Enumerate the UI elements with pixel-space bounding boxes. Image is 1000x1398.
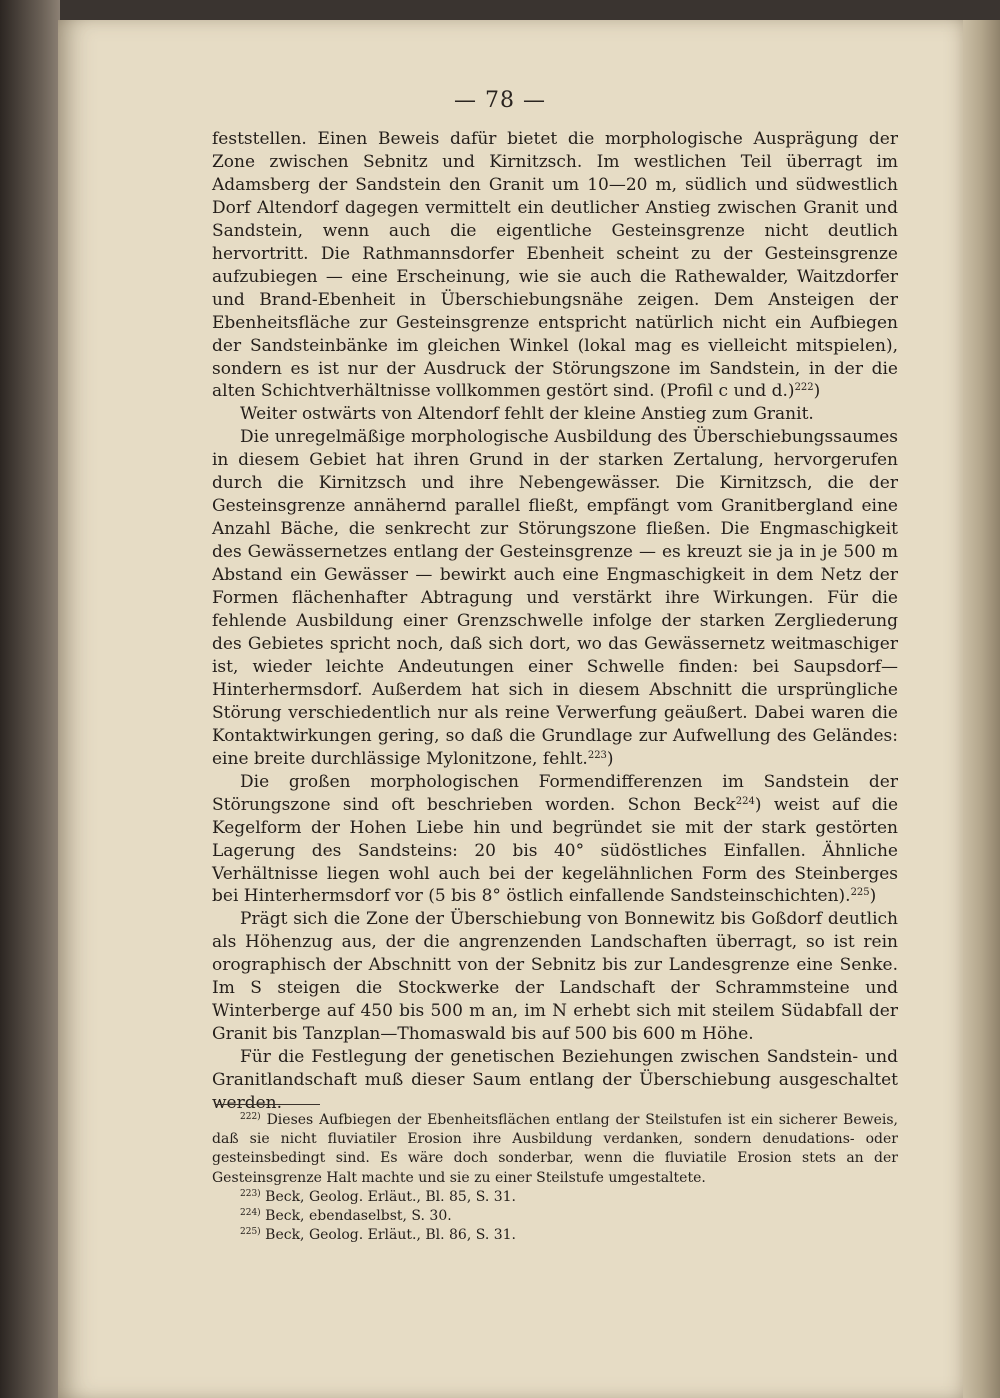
footnote: $^{224)}$ Beck, ebendaselbst, S. 30. xyxy=(240,1208,452,1225)
footnote-mark: 222) xyxy=(240,1112,261,1122)
footnotes xyxy=(212,1111,898,1245)
paragraph: Prägt sich die Zone der Überschiebung von Bonnewitz bis Goßdorf deutlich als Höhenzug aus, der die angrenzenden Landschaften überragt, so ist rein orographisch der Abschnitt von der Sebnitz bis zur Landesgrenze eine Senke. Im S steigen die Stockwerke der Landschaft der Schrammsteine und Winterberge auf 450 bis 500 m an, im N erhebt sich mit steilem Südabfall der Granit bis Tanzplan—Thomaswald bis auf 500 bis 600 m Höhe. xyxy=(212,909,898,1045)
book-spine-shadow xyxy=(0,0,60,1398)
footnote-ref: 224 xyxy=(735,795,755,807)
page-number: — 78 — xyxy=(454,88,546,113)
footnote: $^{222)}$ Dieses Aufbiegen der Ebenheitsflächen entlang der Steilstufen ist ein sicherer Beweis, daß sie nicht fluviatiler Erosion ihre Ausbildung verdanken, sondern denudations- oder gesteinsbedingt sind. Es wäre doch sonderbar, wenn die fluviatile Erosion stets an der Gesteinsgrenze Halt machte und sie zu einer Steilstufe umgestaltete. xyxy=(212,1112,898,1186)
footnote-ref: 222 xyxy=(794,382,814,394)
footnote: $^{223)}$ Beck, Geolog. Erläut., Bl. 85, S. 31. xyxy=(240,1188,516,1205)
main-text xyxy=(212,128,898,1115)
paragraph: Für die Festlegung der genetischen Beziehungen zwischen Sandstein- und Granitlandschaft muß dieser Saum entlang der Überschiebung ausgeschaltet werden. xyxy=(212,1047,898,1114)
footnote-mark: 225) xyxy=(240,1227,261,1238)
footnote-mark: 224) xyxy=(240,1208,261,1219)
paragraph: Die unregelmäßige morphologische Ausbildung des Überschiebungssaumes in diesem Gebiet hat ihren Grund in der starken Zertalung, hervorgerufen durch die Kirnitzsch und ihre Nebengewässer. Die Kirnitzsch, die der Gesteinsgrenze annähernd parallel fließt, empfängt vom Granitbergland eine Anzahl Bäche, die senkrecht zur Störungszone fließen. Die Engmaschigkeit des Gewässernetzes entlang der Gesteinsgrenze — es kreuzt sie ja in je 500 m Abstand ein Gewässer — bewirkt auch eine Engmaschigkeit in dem Netz der Formen flächenhafter Abtragung und verstärkt ihre Wirkungen. Für die fehlende Ausbildung einer Grenzschwelle infolge der starken Zergliederung des Gebietes spricht noch, daß sich dort, wo das Gewässernetz weitmaschiger ist, wieder leichte Andeutungen einer Schwelle finden: bei Saupsdorf—Hinterhermsdorf. Außerdem hat sich in diesem Abschnitt die ursprüngliche Störung verschiedentlich nur als reine Verwerfung geäußert. Dabei waren die Kontaktwirkungen gering, so daß die Grundlage zur Aufwellung des Geländes: eine breite durchlässige Mylonitzone, fehlt.$^{223}$) xyxy=(212,427,898,769)
footnote-mark: 223) xyxy=(240,1188,261,1199)
footnote: $^{225)}$ Beck, Geolog. Erläut., Bl. 86, S. 31. xyxy=(240,1227,516,1244)
paragraph: Die großen morphologischen Formendifferenzen im Sandstein der Störungszone sind oft beschrieben worden. Schon Beck$^{224}$) weist auf die Kegelform der Hohen Liebe hin und begründet sie mit der stark gestörten Lagerung des Sandsteins: 20 bis 40° südöstliches Einfallen. Ähnliche Verhältnisse liegen wohl auch bei der kegelähnlichen Form des Steinberges bei Hinterhermsdorf vor (5 bis 8° östlich einfallende Sandsteinschichten).$^{225}$) xyxy=(212,771,898,907)
paragraph: Weiter ostwärts von Altendorf fehlt der kleine Anstieg zum Granit. xyxy=(240,404,814,425)
footnote-ref: 223 xyxy=(587,749,607,761)
paragraph: feststellen. Einen Beweis dafür bietet die morphologische Ausprägung der Zone zwischen Sebnitz und Kirnitzsch. Im westlichen Teil überragt im Adamsberg der Sandstein den Granit um 10—20 m, südlich und südwestlich Dorf Altendorf dagegen vermittelt ein deutlicher Anstieg zwischen Granit und Sandstein, wenn auch die eigentliche Gesteinsgrenze nicht deutlich hervortritt. Die Rathmannsdorfer Ebenheit scheint zu der Gesteinsgrenze aufzubiegen — eine Erscheinung, wie sie auch die Rathewalder, Waitzdorfer und Brand-Ebenheit in Überschiebungsnähe zeigen. Dem Ansteigen der Ebenheitsfläche zur Gesteinsgrenze entspricht natürlich nicht ein Aufbiegen der Sandsteinbänke im gleichen Winkel (lokal mag es vielleicht mitspielen), sondern es ist nur der Ausdruck der Störungszone im Sandstein, in der die alten Schichtverhältnisse vollkommen gestört sind. (Profil c und d.)$^{222}$) xyxy=(212,129,898,402)
footnote-divider xyxy=(215,1104,320,1105)
footnote-ref: 225 xyxy=(850,887,870,899)
page-edge-stack xyxy=(963,20,1000,1398)
